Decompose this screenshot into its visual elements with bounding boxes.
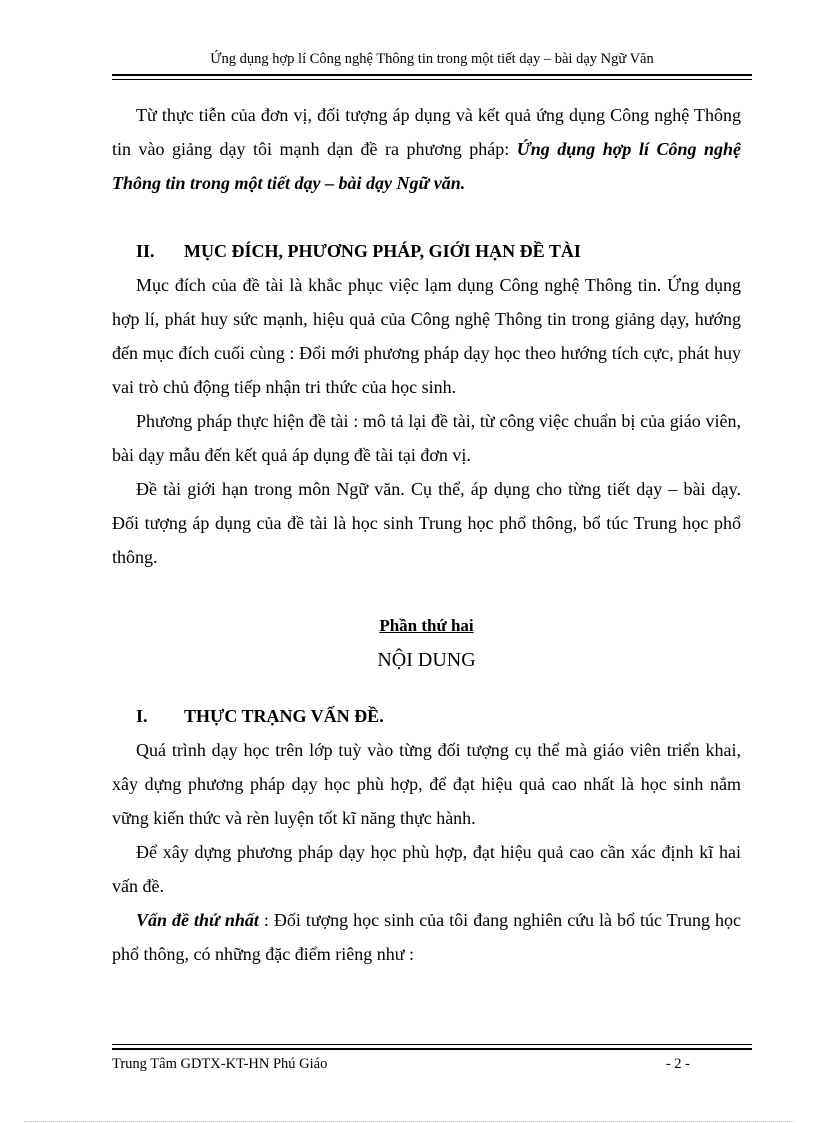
intro-text: Từ thực tiễn của đơn vị, đối tượng áp dụng và kết quả ứng dụng Công nghệ Thông tin vào giảng dạy tôi mạnh dạn đề ra phương pháp: <box>112 105 741 159</box>
scope-paragraph: Đề tài giới hạn trong môn Ngữ văn. Cụ thể, áp dụng cho từng tiết dạy – bài dạy. Đối tượng áp dụng của đề tài là học sinh Trung học phổ thông, bổ túc Trung học phổ thông. <box>112 479 741 567</box>
header-rule-thick <box>112 74 752 76</box>
page-header: Ứng dụng hợp lí Công nghệ Thông tin trong một tiết dạy – bài dạy Ngữ Văn <box>210 51 654 67</box>
section-heading-situation <box>112 699 741 733</box>
page-footer <box>112 1056 690 1073</box>
intro-emphasis: Ứng dụng hợp lí Công nghệ Thông tin trong một tiết dạy – bài dạy Ngữ văn. <box>112 139 741 193</box>
part-subtitle: Phần thứ hai <box>379 616 474 635</box>
issue-text: : Đối tượng học sinh của tôi đang nghiên cứu là bổ túc Trung học phổ thông, có những đặc điểm riêng như : <box>112 910 741 964</box>
footer-organization: Trung Tâm GDTX-KT-HN Phú Giáo <box>112 1056 328 1072</box>
issue-paragraph <box>112 903 741 971</box>
footer-rule-thick <box>112 1048 752 1050</box>
body-content <box>112 98 741 971</box>
purpose-paragraph: Mục đích của đề tài là khắc phục việc lạm dụng Công nghệ Thông tin. Ứng dụng hợp lí, phát huy sức mạnh, hiệu quả của Công nghệ Thông tin trong giảng dạy, hướng đến mục đích cuối cùng : Đổi mới phương pháp dạy học theo hướng tích cực, phát huy vai trò chủ động tiếp nhận tri thức của học sinh. <box>112 275 741 397</box>
section-heading-purpose <box>112 234 741 268</box>
situation-paragraph: Quá trình dạy học trên lớp tuỳ vào từng đối tượng cụ thể mà giáo viên triển khai, xây dựng phương pháp dạy học phù hợp, để đạt hiệu quả cao nhất là học sinh nắm vững kiến thức và rèn luyện tốt kĩ năng thực hành. <box>112 740 741 828</box>
header-rule-thin <box>112 79 752 80</box>
section-title: THỰC TRẠNG VẤN ĐỀ. <box>184 706 384 726</box>
section-number: I. <box>136 706 148 726</box>
approach-paragraph: Để xây dựng phương pháp dạy học phù hợp, đạt hiệu quả cao cần xác định kĩ hai vấn đề. <box>112 842 741 896</box>
part-title: NỘI DUNG <box>377 649 476 671</box>
section-number: II. <box>136 241 155 261</box>
intro-paragraph <box>112 98 741 200</box>
footer-rule-thin <box>112 1044 752 1045</box>
page-number: - 2 - <box>665 1056 690 1072</box>
issue-label: Vấn đề thứ nhất <box>136 910 259 930</box>
page-edge-dots <box>24 1121 794 1122</box>
section-title: MỤC ĐÍCH, PHƯƠNG PHÁP, GIỚI HẠN ĐỀ TÀI <box>184 241 581 261</box>
method-paragraph: Phương pháp thực hiện đề tài : mô tả lại đề tài, từ công việc chuẩn bị của giáo viên, bài dạy mẫu đến kết quả áp dụng đề tài tại đơn vị. <box>112 411 741 465</box>
